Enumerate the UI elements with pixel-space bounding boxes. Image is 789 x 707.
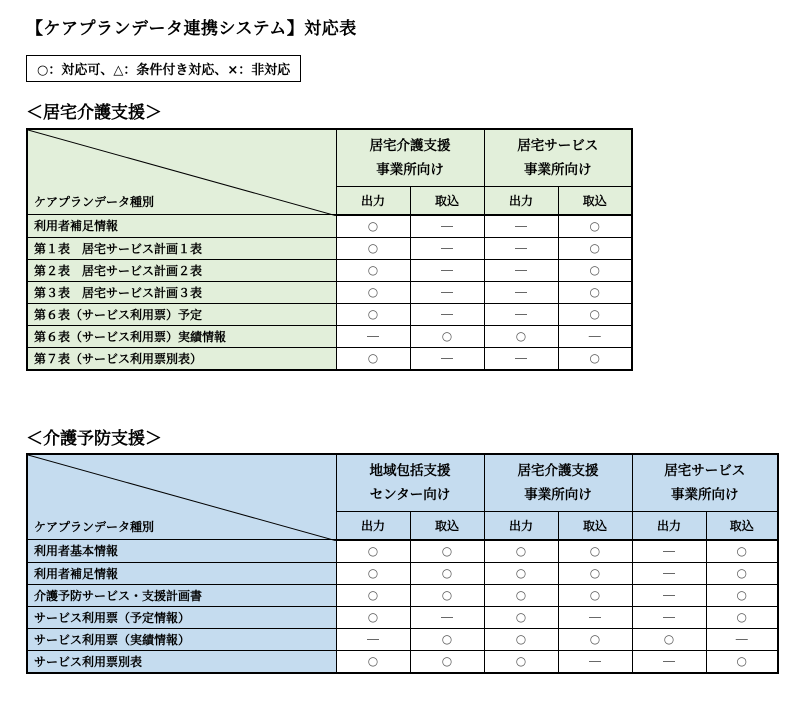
row-label: 利用者補足情報 bbox=[27, 215, 336, 238]
mark-cell: ○ bbox=[410, 540, 484, 563]
mark-cell: ― bbox=[410, 303, 484, 325]
row-label: 第７表（サービス利用票別表） bbox=[27, 347, 336, 370]
mark-cell: ○ bbox=[484, 650, 558, 673]
subheader-cell: 出力 bbox=[336, 187, 410, 215]
mark-cell: ○ bbox=[706, 606, 778, 628]
mark-cell: ○ bbox=[558, 540, 632, 563]
section-title-yobou: ＜介護予防支援＞ bbox=[26, 429, 162, 449]
page-title: 【ケアプランデータ連携システム】対応表 bbox=[26, 19, 357, 39]
mark-cell: ○ bbox=[336, 259, 410, 281]
mark-cell: ○ bbox=[558, 281, 632, 303]
mark-cell: ○ bbox=[558, 584, 632, 606]
row-label: 第６表（サービス利用票）予定 bbox=[27, 303, 336, 325]
mark-cell: ― bbox=[484, 237, 558, 259]
group-header: 居宅介護支援 事業所向け bbox=[336, 129, 484, 187]
group-header: 地域包括支援 センター向け bbox=[336, 454, 484, 512]
mark-cell: ○ bbox=[706, 540, 778, 563]
subheader-cell: 取込 bbox=[558, 512, 632, 540]
row-label: サービス利用票別表 bbox=[27, 650, 336, 673]
mark-cell: ― bbox=[484, 303, 558, 325]
mark-cell: ○ bbox=[484, 540, 558, 563]
row-label: 第６表（サービス利用票）実績情報 bbox=[27, 325, 336, 347]
mark-cell: ○ bbox=[410, 650, 484, 673]
table-row bbox=[27, 650, 778, 673]
mark-cell: ― bbox=[632, 584, 706, 606]
table-kyotaku-body bbox=[27, 215, 632, 370]
mark-cell: ○ bbox=[336, 237, 410, 259]
mark-cell: ○ bbox=[558, 628, 632, 650]
mark-cell: ○ bbox=[558, 303, 632, 325]
mark-cell: ○ bbox=[336, 584, 410, 606]
table-row bbox=[27, 237, 632, 259]
group-header: 居宅介護支援 事業所向け bbox=[484, 454, 632, 512]
table-row bbox=[27, 606, 778, 628]
row-label: 介護予防サービス・支援計画書 bbox=[27, 584, 336, 606]
mark-cell: ― bbox=[706, 628, 778, 650]
subheader-cell: 出力 bbox=[484, 187, 558, 215]
mark-cell: ○ bbox=[336, 650, 410, 673]
table-row bbox=[27, 325, 632, 347]
mark-cell: ○ bbox=[336, 540, 410, 563]
mark-cell: ― bbox=[484, 215, 558, 238]
row-label: 第１表 居宅サービス計画１表 bbox=[27, 237, 336, 259]
mark-cell: ○ bbox=[558, 347, 632, 370]
table-row bbox=[27, 215, 632, 238]
subheader-cell: 取込 bbox=[558, 187, 632, 215]
mark-cell: ○ bbox=[558, 562, 632, 584]
row-label: 利用者基本情報 bbox=[27, 540, 336, 563]
group-header: 居宅サービス 事業所向け bbox=[632, 454, 778, 512]
mark-cell: ― bbox=[632, 650, 706, 673]
mark-cell: ― bbox=[558, 325, 632, 347]
mark-cell: ○ bbox=[336, 303, 410, 325]
mark-cell: ― bbox=[410, 237, 484, 259]
table-row bbox=[27, 281, 632, 303]
subheader-cell: 出力 bbox=[632, 512, 706, 540]
table-row bbox=[27, 347, 632, 370]
mark-cell: ― bbox=[484, 347, 558, 370]
mark-cell: ○ bbox=[410, 325, 484, 347]
table-row bbox=[27, 303, 632, 325]
mark-cell: ○ bbox=[484, 584, 558, 606]
mark-cell: ○ bbox=[336, 562, 410, 584]
mark-cell: ○ bbox=[484, 562, 558, 584]
mark-cell: ― bbox=[632, 562, 706, 584]
subheader-cell: 出力 bbox=[484, 512, 558, 540]
row-label: サービス利用票（実績情報） bbox=[27, 628, 336, 650]
group-header: 居宅サービス 事業所向け bbox=[484, 129, 632, 187]
row-header-label: ケアプランデータ種別 bbox=[34, 520, 155, 534]
mark-cell: ○ bbox=[336, 606, 410, 628]
diagonal-header-cell bbox=[27, 454, 336, 540]
mark-cell: ― bbox=[336, 325, 410, 347]
mark-cell: ― bbox=[410, 281, 484, 303]
diagonal-header-cell bbox=[27, 129, 336, 215]
table-row bbox=[27, 259, 632, 281]
mark-cell: ○ bbox=[484, 628, 558, 650]
row-label: サービス利用票（予定情報） bbox=[27, 606, 336, 628]
mark-cell: ○ bbox=[706, 584, 778, 606]
mark-cell: ― bbox=[336, 628, 410, 650]
mark-cell: ○ bbox=[484, 325, 558, 347]
mark-cell: ― bbox=[410, 215, 484, 238]
legend-box: ○：対応可、△：条件付き対応、×：非対応 bbox=[26, 55, 301, 82]
mark-cell: ○ bbox=[706, 650, 778, 673]
row-label: 第３表 居宅サービス計画３表 bbox=[27, 281, 336, 303]
mark-cell: ○ bbox=[336, 215, 410, 238]
table-yobou bbox=[26, 453, 779, 674]
mark-cell: ○ bbox=[410, 584, 484, 606]
mark-cell: ― bbox=[558, 650, 632, 673]
subheader-cell: 取込 bbox=[410, 512, 484, 540]
row-label: 第２表 居宅サービス計画２表 bbox=[27, 259, 336, 281]
mark-cell: ― bbox=[632, 540, 706, 563]
mark-cell: ○ bbox=[336, 281, 410, 303]
table-row bbox=[27, 562, 778, 584]
mark-cell: ― bbox=[410, 347, 484, 370]
subheader-cell: 取込 bbox=[706, 512, 778, 540]
table-kyotaku bbox=[26, 128, 633, 371]
mark-cell: ○ bbox=[558, 215, 632, 238]
mark-cell: ― bbox=[410, 606, 484, 628]
mark-cell: ○ bbox=[632, 628, 706, 650]
table-row bbox=[27, 540, 778, 563]
subheader-cell: 出力 bbox=[336, 512, 410, 540]
mark-cell: ― bbox=[558, 606, 632, 628]
mark-cell: ○ bbox=[410, 628, 484, 650]
mark-cell: ― bbox=[484, 281, 558, 303]
table-row bbox=[27, 584, 778, 606]
mark-cell: ― bbox=[632, 606, 706, 628]
mark-cell: ○ bbox=[410, 562, 484, 584]
section-title-kyotaku: ＜居宅介護支援＞ bbox=[26, 103, 162, 123]
subheader-cell: 取込 bbox=[410, 187, 484, 215]
mark-cell: ― bbox=[410, 259, 484, 281]
table-yobou-body bbox=[27, 540, 778, 673]
mark-cell: ― bbox=[484, 259, 558, 281]
table-row bbox=[27, 628, 778, 650]
mark-cell: ○ bbox=[706, 562, 778, 584]
mark-cell: ○ bbox=[484, 606, 558, 628]
mark-cell: ○ bbox=[336, 347, 410, 370]
mark-cell: ○ bbox=[558, 259, 632, 281]
mark-cell: ○ bbox=[558, 237, 632, 259]
row-label: 利用者補足情報 bbox=[27, 562, 336, 584]
row-header-label: ケアプランデータ種別 bbox=[34, 195, 155, 209]
